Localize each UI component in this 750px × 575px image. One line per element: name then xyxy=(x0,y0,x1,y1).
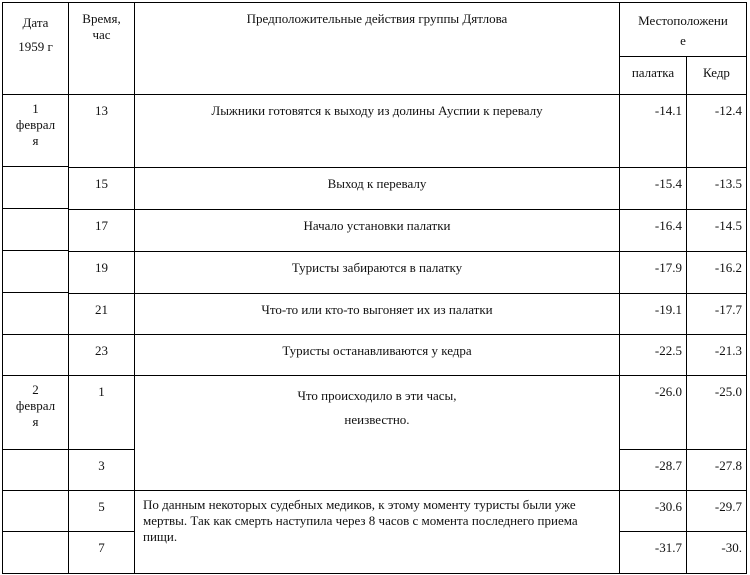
cedar-temp-cell: -30. xyxy=(687,532,747,574)
header-date-line2: 1959 г xyxy=(18,39,53,54)
tent-temp-cell: -30.6 xyxy=(620,491,687,532)
table-row xyxy=(3,251,747,293)
cedar-temp-cell: -12.4 xyxy=(687,95,747,168)
action-cell: Выход к перевалу xyxy=(135,168,620,210)
time-cell: 1 xyxy=(69,376,135,450)
date-feb-1 xyxy=(3,95,69,376)
date-empty-cell xyxy=(3,532,69,574)
header-date-line1: Дата xyxy=(22,15,49,30)
date-feb-2-month-end: я xyxy=(32,414,39,429)
date-feb-1-day: 1 xyxy=(32,101,39,116)
cedar-temp-cell: -29.7 xyxy=(687,491,747,532)
time-cell: 3 xyxy=(69,450,135,491)
action-cell: Туристы останавливаются у кедра xyxy=(135,335,620,376)
tent-temp-cell: -16.4 xyxy=(620,210,687,252)
header-location-line1: Местоположени xyxy=(638,13,728,28)
temperature-table xyxy=(2,2,747,574)
unknown-note-line2: неизвестно. xyxy=(344,412,410,427)
time-cell: 17 xyxy=(69,210,135,252)
cedar-temp-cell: -17.7 xyxy=(687,293,747,335)
time-cell: 23 xyxy=(69,335,135,376)
header-date xyxy=(3,3,69,95)
medics-note-cell: По данным некоторых судебных медиков, к этому моменту туристы были уже мертвы. Так как смерть наступила через 8 часов с момента последнего приема пищи. xyxy=(135,491,620,574)
table-row xyxy=(3,293,747,335)
unknown-note-line1: Что происходило в эти часы, xyxy=(297,388,457,403)
table-row xyxy=(3,335,747,376)
table-row xyxy=(3,376,747,450)
tent-temp-cell: -15.4 xyxy=(620,168,687,210)
action-cell: Лыжники готовятся к выходу из долины Ауспии к перевалу xyxy=(135,95,620,168)
tent-temp-cell: -28.7 xyxy=(620,450,687,491)
action-cell: Начало установки палатки xyxy=(135,210,620,252)
date-feb-2 xyxy=(3,376,69,450)
tent-temp-cell: -19.1 xyxy=(620,293,687,335)
date-feb-1-month-end: я xyxy=(32,133,39,148)
tent-temp-cell: -17.9 xyxy=(620,251,687,293)
action-cell: Туристы забираются в палатку xyxy=(135,251,620,293)
tent-temp-cell: -14.1 xyxy=(620,95,687,168)
table-row xyxy=(3,210,747,252)
unknown-note-cell xyxy=(135,376,620,491)
action-cell: Что-то или кто-то выгоняет их из палатки xyxy=(135,293,620,335)
tent-temp-cell: -22.5 xyxy=(620,335,687,376)
cedar-temp-cell: -14.5 xyxy=(687,210,747,252)
cedar-temp-cell: -25.0 xyxy=(687,376,747,450)
date-feb-2-month: феврал xyxy=(15,398,56,413)
tent-temp-cell: -26.0 xyxy=(620,376,687,450)
header-cedar: Кедр xyxy=(687,57,747,95)
date-empty-cell xyxy=(3,450,69,491)
header-time xyxy=(69,3,135,95)
cedar-temp-cell: -13.5 xyxy=(687,168,747,210)
time-cell: 7 xyxy=(69,532,135,574)
time-cell: 15 xyxy=(69,168,135,210)
table-row xyxy=(3,168,747,210)
table-row xyxy=(3,95,747,168)
header-location-line2: е xyxy=(680,33,686,48)
date-feb-1-month: феврал xyxy=(15,117,56,132)
header-location xyxy=(620,3,747,57)
date-feb-2-day: 2 xyxy=(32,382,39,397)
date-empty-cell xyxy=(3,491,69,532)
time-cell: 13 xyxy=(69,95,135,168)
tent-temp-cell: -31.7 xyxy=(620,532,687,574)
table-row xyxy=(3,491,747,532)
time-cell: 5 xyxy=(69,491,135,532)
time-cell: 19 xyxy=(69,251,135,293)
header-actions: Предположительные действия группы Дятлова xyxy=(135,3,620,95)
header-time-line1: Время, xyxy=(82,11,121,26)
cedar-temp-cell: -27.8 xyxy=(687,450,747,491)
cedar-temp-cell: -21.3 xyxy=(687,335,747,376)
header-tent: палатка xyxy=(620,57,687,95)
time-cell: 21 xyxy=(69,293,135,335)
header-time-line2: час xyxy=(92,27,111,42)
cedar-temp-cell: -16.2 xyxy=(687,251,747,293)
